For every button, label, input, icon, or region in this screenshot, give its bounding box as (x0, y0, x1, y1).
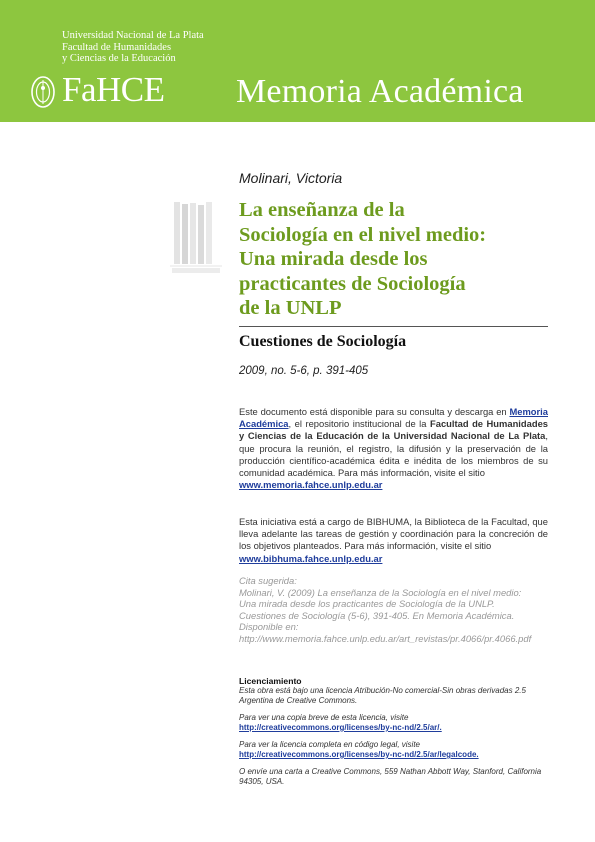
info-text: Esta iniciativa está a cargo de BIBHUMA, la Biblioteca de la Facultad, que lleva adelante las tareas de gestión y coordinación para la concreción de los objetivos planteados. Para más información, visite el sitio (239, 516, 548, 552)
university-line: Universidad Nacional de La Plata (62, 30, 204, 41)
title-divider (239, 326, 548, 327)
license-text: Para ver la licencia completa en código legal, visite (239, 740, 420, 749)
publication-details: 2009, no. 5-6, p. 391-405 (239, 365, 369, 377)
title-line: Una mirada desde los (239, 248, 428, 270)
title-line: Sociología en el nivel medio: (239, 223, 487, 246)
fahce-logo: FaHCE (62, 70, 165, 109)
license-text: Esta obra está bajo una licencia Atribución-No comercial-Sin obras derivadas 2.5 Argentina de Creative Commons. (239, 686, 526, 705)
journal-name: Cuestiones de Sociología (239, 333, 407, 350)
title-line: de la UNLP (239, 297, 342, 319)
license-legalcode-link[interactable]: http://creativecommons.org/licenses/by-nc-nd/2.5/ar/legalcode. (239, 750, 479, 759)
citation-line: Molinari, V. (2009) La enseñanza de la Sociología en el nivel medio: (239, 586, 522, 598)
repository-title: Memoria Académica (236, 73, 524, 110)
license-heading: Licenciamiento (239, 676, 302, 686)
citation-line: Cuestiones de Sociología (5-6), 391-405. En Memoria Académica. (239, 609, 515, 621)
memoria-url-link[interactable]: www.memoria.fahce.unlp.edu.ar (239, 479, 383, 491)
faculty-line-2: y Ciencias de la Educación (62, 53, 176, 64)
license-address: O envíe una carta a Creative Commons, 559 Nathan Abbott Way, Stanford, California 94305, USA. (239, 767, 542, 786)
author: Molinari, Victoria (239, 170, 343, 186)
document-title (239, 198, 539, 321)
license-section (239, 676, 548, 787)
info-text: , que procura la reunión, el registro, la difusión y la preservación de la producción científico-académica édita e inédita de los miembros de su comunidad académica. Para más información, visite el sitio (239, 430, 548, 479)
citation-line: Cita sugerida: (239, 575, 297, 586)
university-seal-icon (30, 74, 56, 110)
bibhuma-info (239, 516, 548, 565)
memoria-academica-link[interactable]: Memoria Académica (239, 406, 548, 430)
university-name (62, 30, 204, 65)
license-short-link[interactable]: http://creativecommons.org/licenses/by-nc-nd/2.5/ar/. (239, 723, 442, 732)
header-banner (0, 0, 595, 122)
info-text: Este documento está disponible para su consulta y descarga en (239, 406, 507, 417)
books-icon (168, 200, 224, 276)
title-line: La enseñanza de la (239, 199, 405, 221)
citation-url[interactable]: http://www.memoria.fahce.unlp.edu.ar/art_revistas/pr.4066/pr.4066.pdf (239, 632, 532, 644)
license-text: Para ver una copia breve de esta licencia, visite (239, 713, 409, 722)
suggested-citation (239, 575, 579, 645)
title-line: practicantes de Sociología (239, 272, 466, 295)
faculty-line-1: Facultad de Humanidades (62, 41, 172, 53)
bibhuma-url-link[interactable]: www.bibhuma.fahce.unlp.edu.ar (239, 552, 383, 564)
citation-line: Disponible en: (239, 621, 299, 633)
info-text: , el repositorio institucional de la (288, 418, 427, 430)
repository-info (239, 406, 548, 491)
faculty-name: Facultad de Humanidades y Ciencias de la Educación de la Universidad Nacional de La Plata (239, 418, 549, 442)
citation-line: Una mirada desde los practicantes de Sociología de la UNLP. (239, 598, 495, 610)
